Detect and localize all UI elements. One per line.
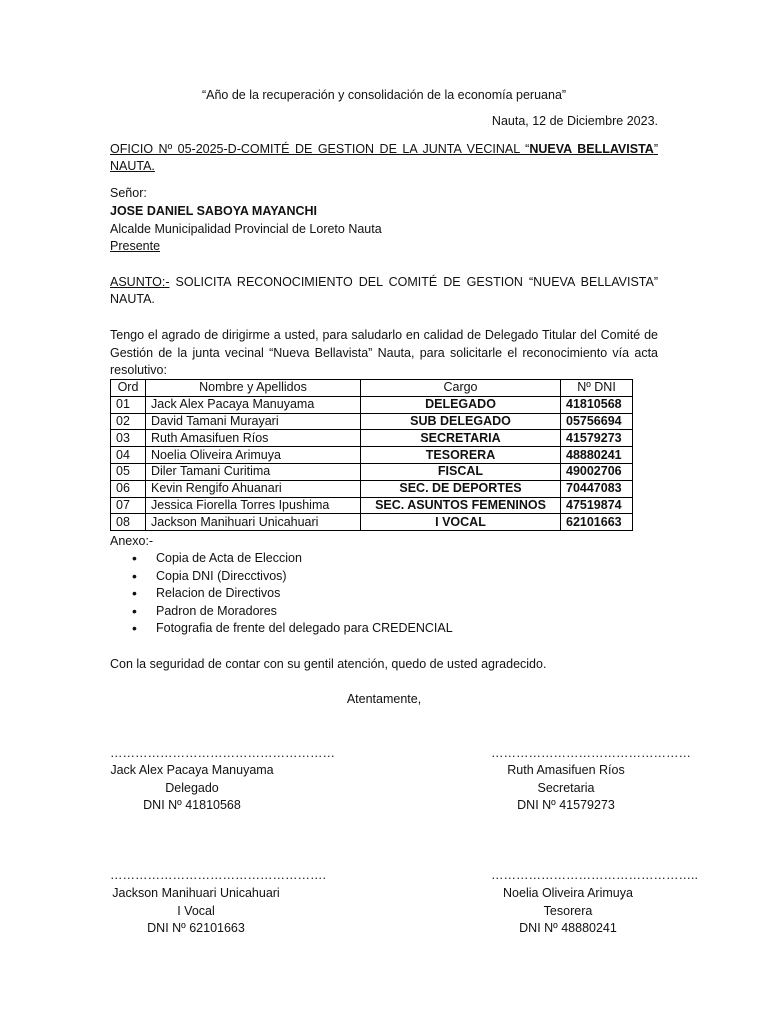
signer-dni: DNI Nº 41579273 — [517, 798, 615, 812]
header-dni: Nº DNI — [561, 380, 633, 397]
list-item: • Copia DNI (Direcctivos) — [156, 568, 453, 586]
cell-dni: 62101663 — [561, 514, 633, 531]
list-item: • Fotografia de frente del delegado para CREDENCIAL — [156, 620, 453, 638]
list-item: • Copia de Acta de Eleccion — [156, 550, 453, 568]
cell-name: Ruth Amasifuen Ríos — [146, 430, 361, 447]
signer-name: Jack Alex Pacaya Manuyama — [110, 763, 274, 777]
cell-cargo: SEC. DE DEPORTES — [361, 480, 561, 497]
table-row — [111, 413, 633, 430]
table-row — [111, 480, 633, 497]
signer-role: Secretaria — [537, 780, 595, 795]
cell-name: Jack Alex Pacaya Manuyama — [146, 396, 361, 413]
annex-list — [110, 550, 453, 638]
asunto — [110, 274, 658, 308]
cell-cargo: SUB DELEGADO — [361, 413, 561, 430]
table-row — [111, 463, 633, 480]
closing-sentence: Con la seguridad de contar con su gentil atención, quedo de usted agradecido. — [110, 657, 547, 671]
cell-cargo: TESORERA — [361, 447, 561, 464]
signer-role: Tesorera — [543, 903, 593, 918]
header-name: Nombre y Apellidos — [146, 380, 361, 397]
signature-line: ………………………………………….. — [491, 868, 698, 882]
cell-dni: 41810568 — [561, 396, 633, 413]
cell-cargo: SECRETARIA — [361, 430, 561, 447]
signature-line: ……………………………………………… — [110, 746, 335, 760]
header-ord: Ord — [111, 380, 146, 397]
cell-name: David Tamani Murayari — [146, 413, 361, 430]
signer-role: Delegado — [165, 780, 219, 795]
oficio-suffix: ” — [653, 142, 658, 156]
table-row — [111, 396, 633, 413]
cell-ord: 02 — [111, 413, 146, 430]
body-paragraph: Tengo el agrado de dirigirme a usted, para saludarlo en calidad de Delegado Titular del Comité de Gestión de la junta vecinal “Nueva Bellavista” Nauta, para solicitarle el reconocimiento vía acta resolutivo: — [110, 328, 658, 377]
table-header-row — [111, 380, 633, 397]
cell-ord: 05 — [111, 463, 146, 480]
oficio-prefix: OFICIO Nº 05-2025-D-COMITÉ DE GESTION DE LA JUNTA VECINAL “ — [110, 142, 530, 156]
cell-ord: 07 — [111, 497, 146, 514]
signature-secretaria — [491, 762, 641, 815]
signer-role: I Vocal — [177, 903, 215, 918]
place-date: Nauta, 12 de Diciembre 2023. — [491, 114, 658, 128]
signature-tesorera — [491, 885, 645, 938]
cell-dni: 05756694 — [561, 413, 633, 430]
cell-ord: 08 — [111, 514, 146, 531]
annex-label: Anexo:- — [110, 534, 154, 548]
signer-name: Ruth Amasifuen Ríos — [507, 763, 625, 777]
signature-vocal — [110, 885, 282, 938]
presente: Presente — [110, 239, 161, 253]
list-item: • Padron de Moradores — [156, 603, 453, 621]
cell-ord: 04 — [111, 447, 146, 464]
cell-cargo: I VOCAL — [361, 514, 561, 531]
signer-dni: DNI Nº 62101663 — [147, 921, 245, 935]
table-row — [111, 514, 633, 531]
oficio-committee-name: NUEVA BELLAVISTA — [529, 142, 654, 156]
year-motto: “Año de la recuperación y consolidación de la economía peruana” — [201, 88, 567, 102]
cell-dni: 41579273 — [561, 430, 633, 447]
signature-line: ………………………………………… — [491, 746, 691, 760]
cell-dni: 48880241 — [561, 447, 633, 464]
list-item: • Relacion de Directivos — [156, 585, 453, 603]
cell-name: Jessica Fiorella Torres Ipushima — [146, 497, 361, 514]
signer-dni: DNI Nº 41810568 — [143, 798, 241, 812]
cell-name: Kevin Rengifo Ahuanari — [146, 480, 361, 497]
header-cargo: Cargo — [361, 380, 561, 397]
cell-ord: 06 — [111, 480, 146, 497]
cell-ord: 01 — [111, 396, 146, 413]
cell-name: Jackson Manihuari Unicahuari — [146, 514, 361, 531]
cell-dni: 49002706 — [561, 463, 633, 480]
members-table — [110, 379, 633, 531]
table-row — [111, 447, 633, 464]
signer-name: Noelia Oliveira Arimuya — [503, 886, 633, 900]
signature-line: ……………………………………………. — [110, 868, 326, 882]
cell-cargo: FISCAL — [361, 463, 561, 480]
signature-delegado — [110, 762, 274, 815]
cell-dni: 47519874 — [561, 497, 633, 514]
table-row — [111, 430, 633, 447]
cell-ord: 03 — [111, 430, 146, 447]
oficio-line-1 — [110, 141, 658, 158]
signer-name: Jackson Manihuari Unicahuari — [112, 886, 280, 900]
salutation: Señor: — [110, 186, 147, 200]
farewell: Atentamente, — [346, 692, 422, 706]
asunto-text: SOLICITA RECONOCIMIENTO DEL COMITÉ DE GESTION “NUEVA BELLAVISTA” NAUTA. — [110, 275, 658, 306]
table-row — [111, 497, 633, 514]
recipient-position: Alcalde Municipalidad Provincial de Loreto Nauta — [110, 222, 382, 236]
cell-cargo: SEC. ASUNTOS FEMENINOS — [361, 497, 561, 514]
cell-dni: 70447083 — [561, 480, 633, 497]
cell-name: Diler Tamani Curitima — [146, 463, 361, 480]
cell-cargo: DELEGADO — [361, 396, 561, 413]
oficio-line-2: NAUTA. — [110, 159, 155, 173]
signer-dni: DNI Nº 48880241 — [519, 921, 617, 935]
recipient-name: JOSE DANIEL SABOYA MAYANCHI — [110, 204, 318, 218]
asunto-label: ASUNTO:- — [110, 275, 170, 289]
cell-name: Noelia Oliveira Arimuya — [146, 447, 361, 464]
